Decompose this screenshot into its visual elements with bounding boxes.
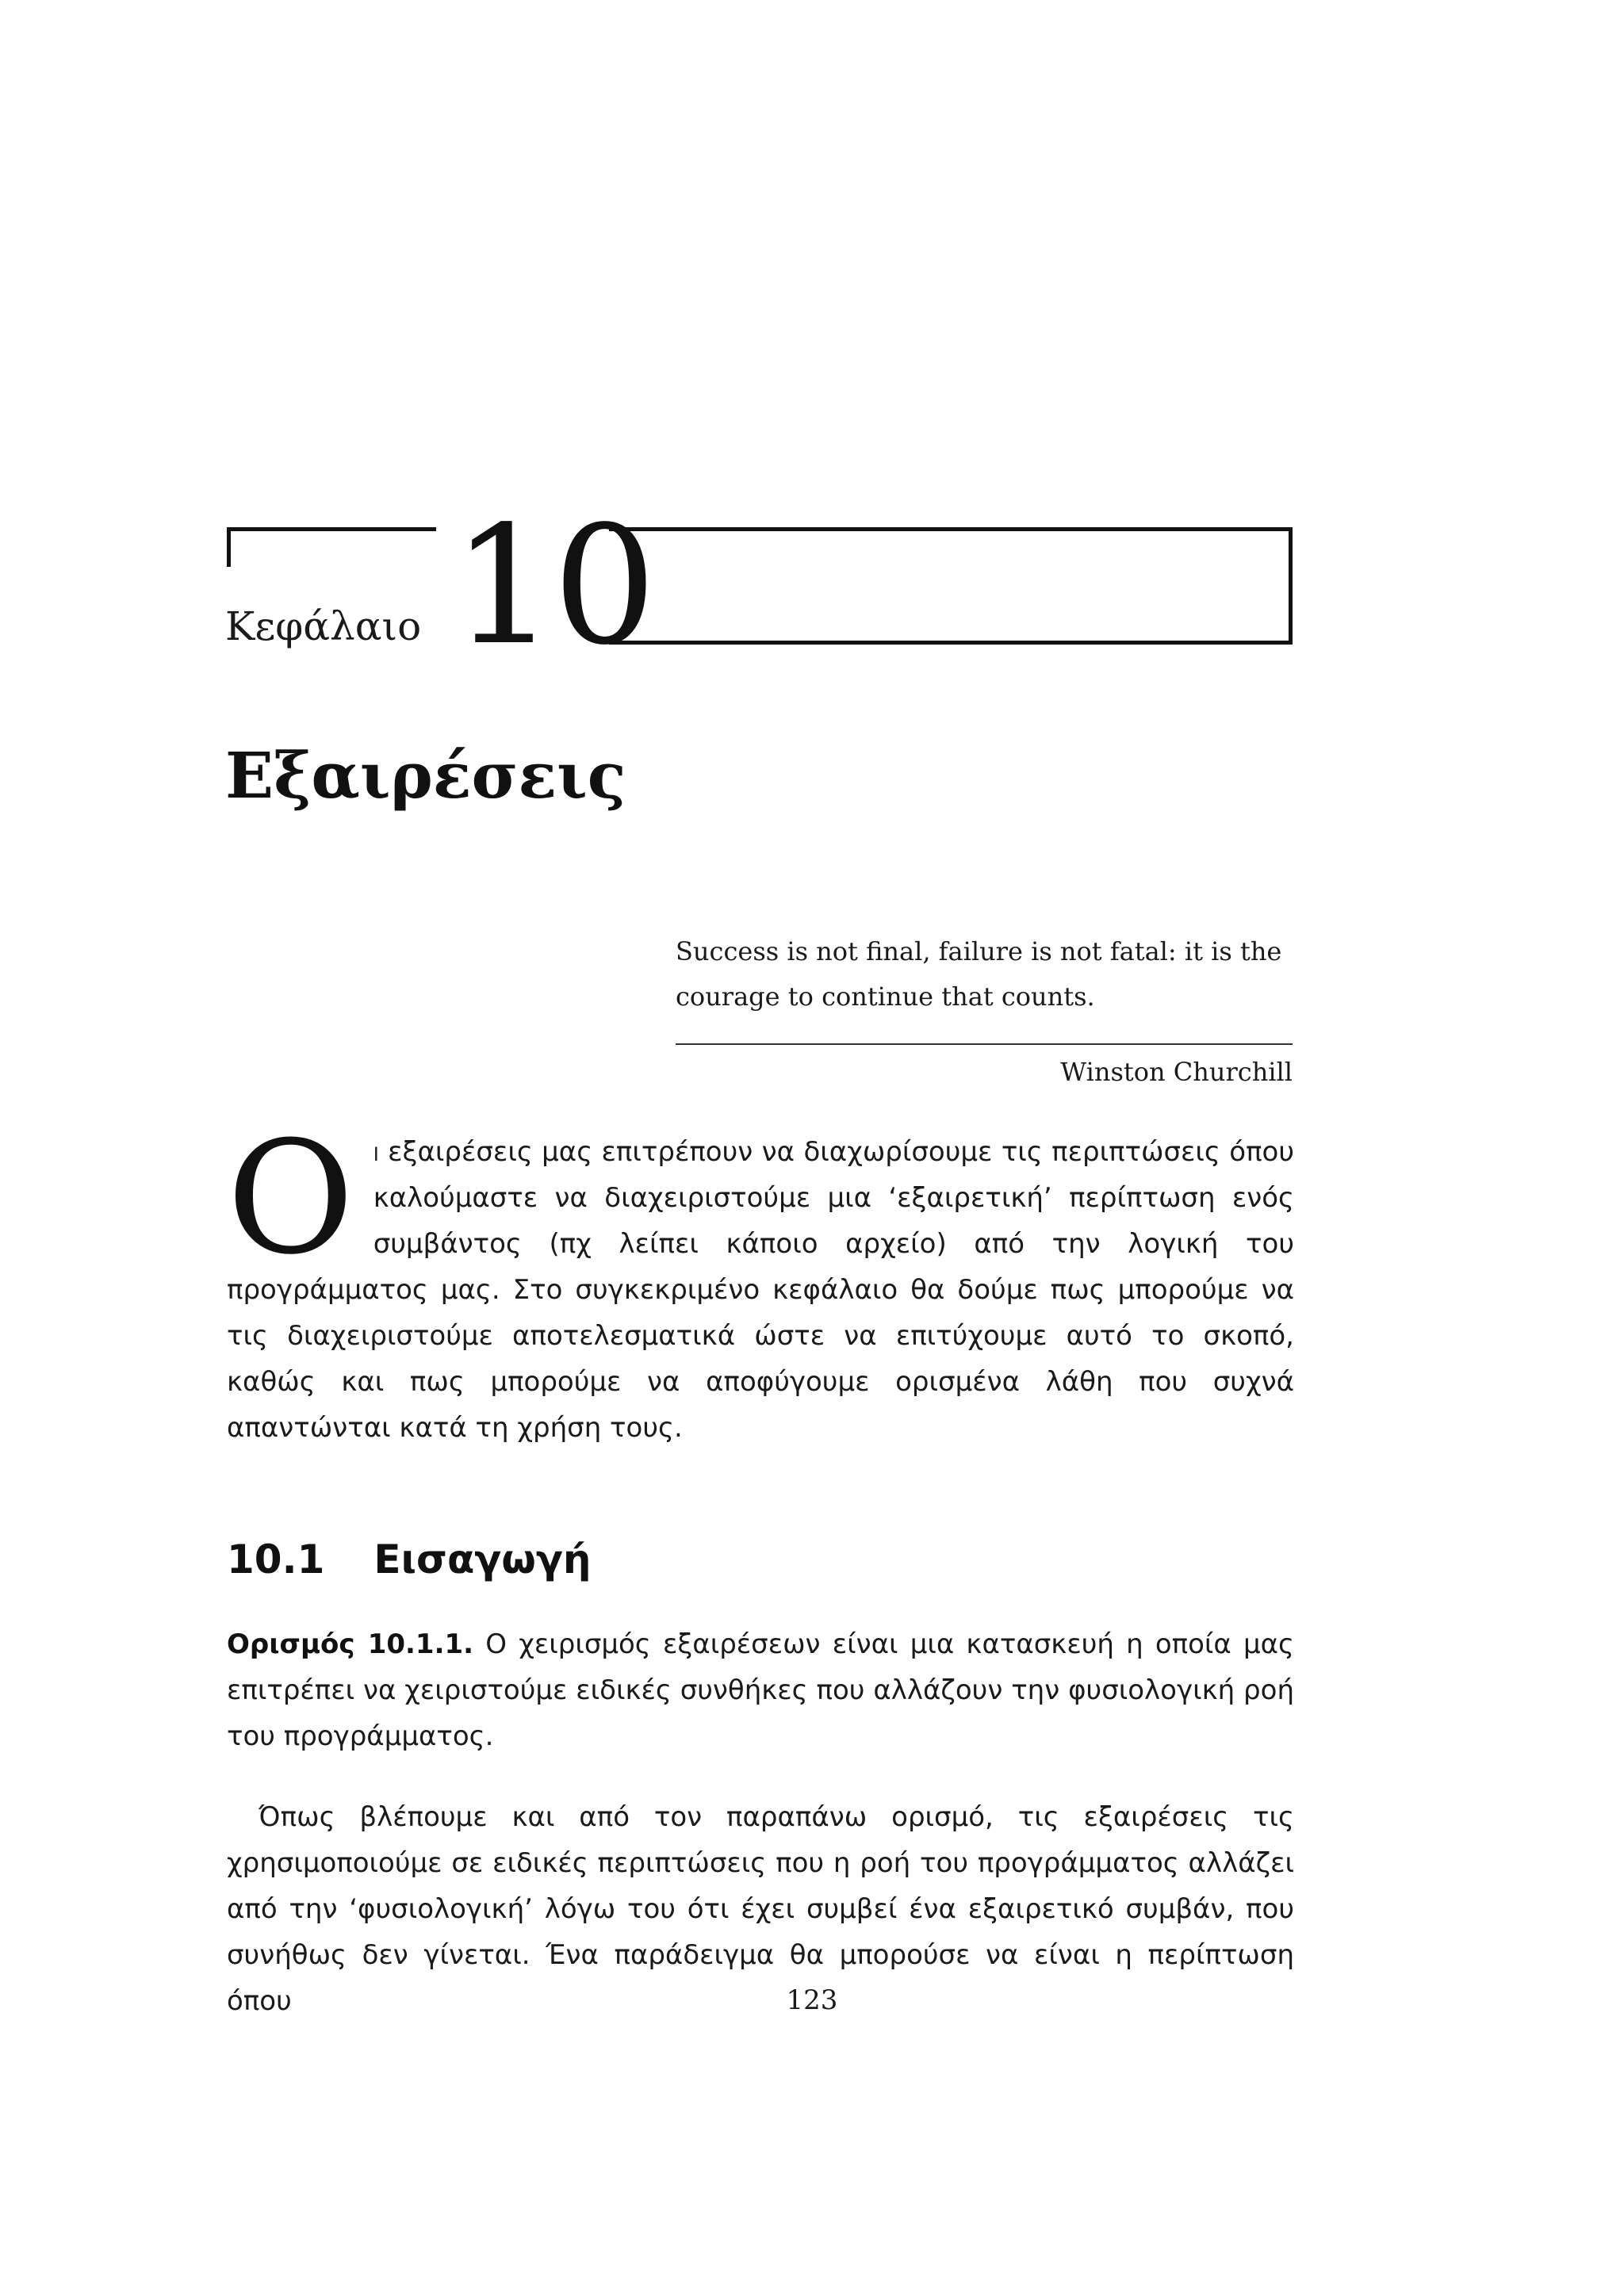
definition-label: Ορισμός 10.1.1. [227,1628,474,1660]
chapter-label: Κεφάλαιο [225,603,422,649]
intro-paragraph [227,1108,1295,1451]
chapter-frame-right [609,527,1293,645]
page-number: 123 [786,1984,838,2016]
chapter-title: Εξαιρέσεις [225,738,626,813]
section-title: Εισαγωγή [373,1536,592,1582]
epigraph-author: Winston Churchill [1060,1057,1293,1087]
body-paragraph: Όπως βλέπουμε και από τον παραπάνω ορισμό, τις εξαιρέσεις τις χρησιμοποιούμε σε ειδικές περιπτώσεις που η ροή του προγράμματος αλλάζει από την ‘φυσιολογική’ λόγω του ότι έχει συμβεί ένα εξαιρετικό συμβάν, που συνήθως δεν γίνεται. Ένα παράδειγμα θα μπορούσε να είναι η περίπτωση όπου [227,1801,1294,2017]
chapter-number: 10 [452,491,654,681]
epigraph-quote: Success is not final, failure is not fatal: it is the courage to continue that counts. [676,936,1282,1012]
chapter-frame-left [227,527,436,567]
intro-first-word: ι [373,1136,379,1168]
definition-text: Ο χειρισμός εξαιρέσεων είναι μια κατασκευή η οποία μας επιτρέπει να χειριστούμε ειδικές συνθήκες που αλλάζουν την φυσιολογική ροή του προγράμματος. [227,1628,1295,1752]
section-number: 10.1 [227,1536,325,1582]
intro-text: εξαιρέσεις μας επιτρέπουν να διαχωρίσουμε τις περιπτώσεις όπου καλούμαστε να διαχειριστούμε μια ‘εξαιρετική’ περίπτωση ενός συμβάντος (πχ λείπει κάποιο αρχείο) από την λογική του προγράμματος μας. Στο συγκεκριμένο κεφάλαιο θα δούμε πως μπορούμε να τις διαχειριστούμε αποτελεσματικά ώστε να επιτύχουμε αυτό το σκοπό, καθώς και πως μπορούμε να αποφύγουμε ορισμένα λάθη που συχνά απαντώνται κατά τη χρήση τους. [227,1136,1295,1444]
definition-paragraph [227,1621,1294,1759]
drop-cap: Ο [227,1108,354,1289]
section-heading [227,1532,591,1587]
